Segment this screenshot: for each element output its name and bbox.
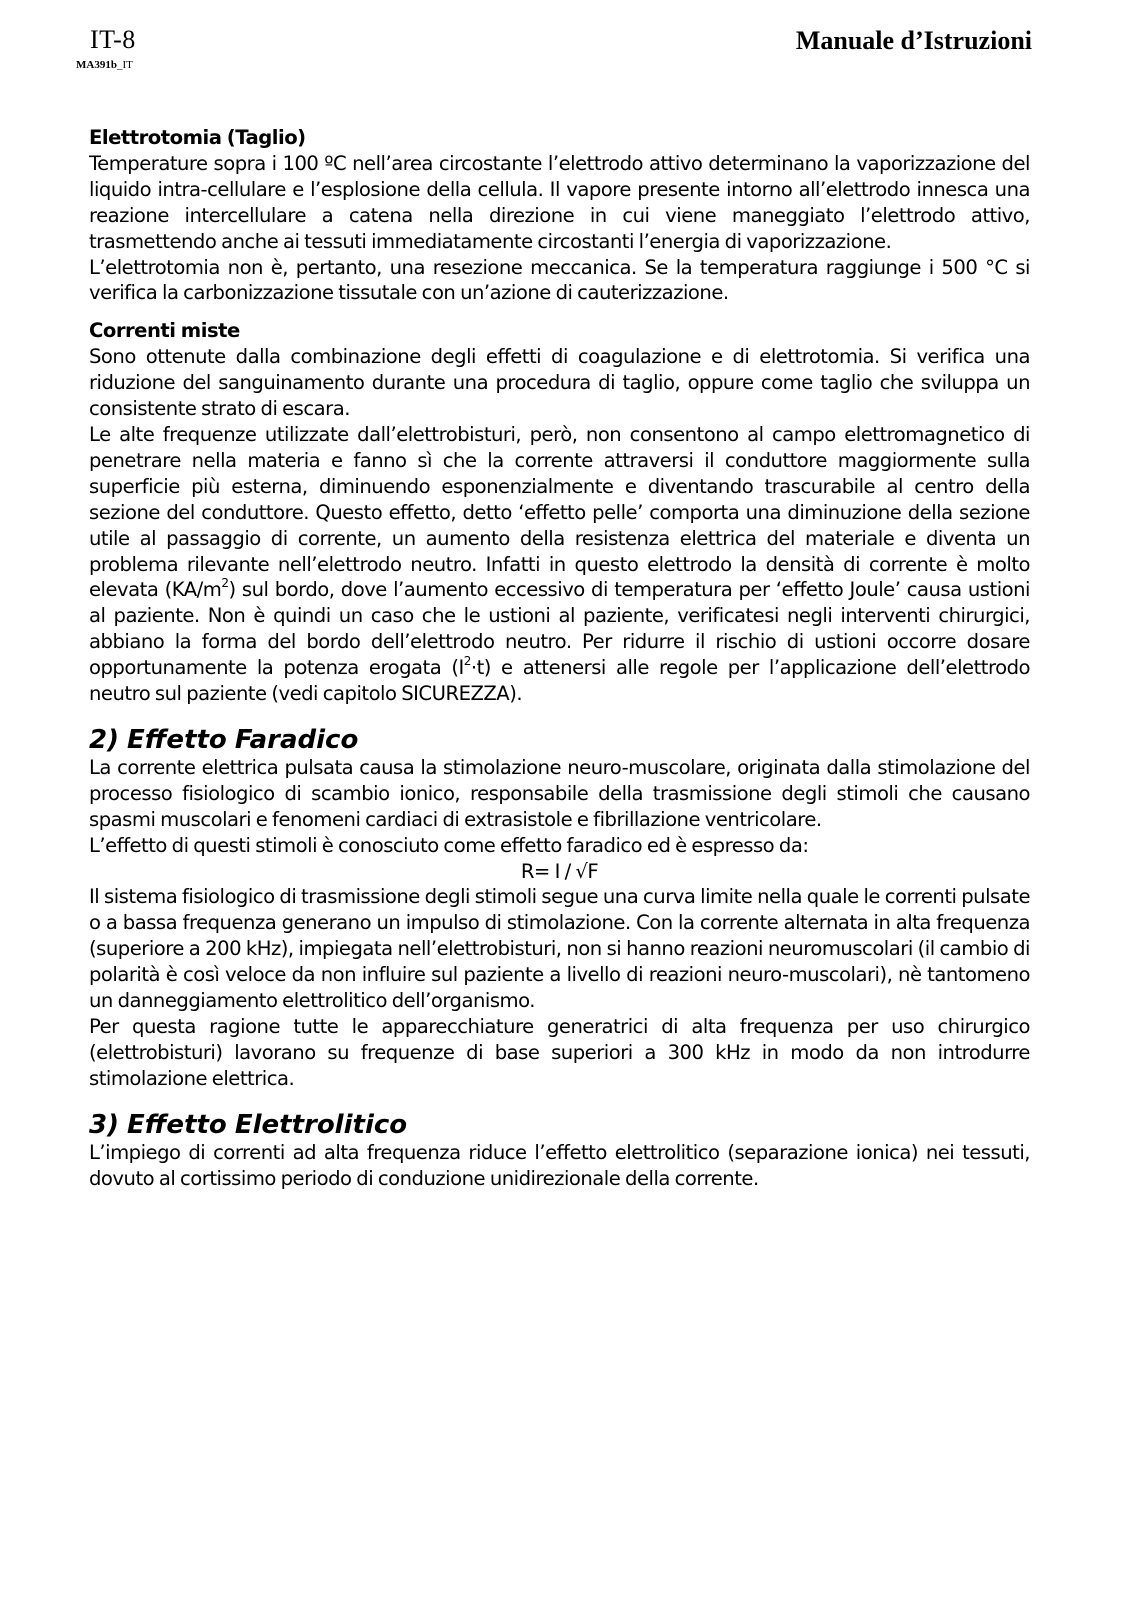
header-left [76, 26, 136, 72]
paragraph-text: ) sul bordo, dove l’aumento eccessivo di temperatura per ‘effetto Joule’ causa ustioni al paziente. Non è quindi un caso che le ustioni al paziente, verificatesi negli interventi chirurgici, abbiano la forma del bordo dell’elettrodo neutro. Per ridurre il rischio di ustioni occorre dosare opportunamente la potenza erogata (I [89, 578, 1030, 680]
page-code: IT-8 [90, 25, 136, 54]
paragraph-elettrolitico-1: L’impiego di correnti ad alta frequenza riduce l’effetto elettrolitico (separazione ionica) nei tessuti, dovuto al cortissimo periodo di conduzione unidirezionale della corrente. [89, 1140, 1030, 1190]
heading-elettrotomia: Elettrotomia (Taglio) [89, 126, 306, 149]
heading-effetto-faradico: 2) Effetto Faradico [89, 724, 359, 755]
heading-effetto-elettrolitico: 3) Effetto Elettrolitico [89, 1109, 408, 1140]
superscript: 2 [463, 654, 471, 669]
paragraph-elettrotomia-2: L’elettrotomia non è, pertanto, una resezione meccanica. Se la temperatura raggiunge i 500 °C si verifica la carbonizzazione tissutale con un’azione di cauterizzazione. [89, 255, 1030, 305]
page-content [89, 125, 1030, 1192]
document-code-main: MA391b [76, 59, 117, 71]
paragraph-faradico-4: Per questa ragione tutte le apparecchiature generatrici di alta frequenza per uso chirurgico (elettrobisturi) lavorano su frequenze di base superiori a 300 kHz in modo da non introdurre stimolazione elettrica. [89, 1015, 1030, 1090]
paragraph-text: ·t) e attenersi alle regole per l’applicazione dell’elettrodo neutro sul paziente (vedi capitolo SICUREZZA). [89, 656, 1030, 706]
paragraph-text: Le alte frequenze utilizzate dall’elettrobisturi, però, non consentono al campo elettromagnetico di penetrare nella materia e fanno sì che la corrente attraversi il conduttore maggiormente sulla superficie più esterna, diminuendo esponenzialmente e diventando trascurabile al centro della sezione del conduttore. Questo effetto, detto ‘effetto pelle’ comporta una diminuzione della sezione utile al passaggio di corrente, un aumento della resistenza elettrica del materiale e diventa un problema rilevante nell’elettrodo neutro. Infatti in questo elettrodo la densità di corrente è molto elevata (KA/m [89, 422, 1030, 602]
paragraph-faradico-2: L’effetto di questi stimoli è conosciuto come effetto faradico ed è espresso da: [89, 833, 809, 857]
paragraph-elettrotomia-1: Temperature sopra i 100 ºC nell’area circostante l’elettrodo attivo determinano la vaporizzazione del liquido intra-cellulare e l’esplosione della cellula. Il vapore presente intorno all’elettrodo innesca una reazione intercellulare a catena nella direzione in cui viene maneggiato l’elettrodo attivo, trasmettendo anche ai tessuti immediatamente circostanti l’energia di vaporizzazione. [89, 151, 1030, 253]
document-code-suffix: _IT [116, 59, 133, 71]
paragraph-faradico-1: La corrente elettrica pulsata causa la stimolazione neuro-muscolare, originata dalla stimolazione del processo fisiologico di scambio ionico, responsabile della trasmissione degli stimoli che causano spasmi muscolari e fenomeni cardiaci di extrasistole e fibrillazione ventricolare. [89, 755, 1030, 831]
paragraph-correnti-miste-2 [89, 422, 1030, 707]
document-code [76, 58, 136, 72]
manual-title: Manuale d’Istruzioni [795, 26, 1032, 55]
paragraph-faradico-3: Il sistema fisiologico di trasmissione degli stimoli segue una curva limite nella quale le correnti pulsate o a bassa frequenza generano un impulso di stimolazione. Con la corrente alternata in alta frequenza (superiore a 200 kHz), impiegata nell’elettrobisturi, non si hanno reazioni neuromuscolari (il cambio di polarità è così veloce da non influire sul paziente a livello di reazioni neuro-muscolari), nè tantomeno un danneggiamento elettrolitico dell’organismo. [89, 885, 1030, 1013]
heading-correnti-miste: Correnti miste [89, 319, 240, 343]
formula: R= I / √F [520, 859, 599, 883]
superscript: 2 [221, 576, 229, 591]
paragraph-correnti-miste-1: Sono ottenute dalla combinazione degli effetti di coagulazione e di elettrotomia. Si verifica una riduzione del sanguinamento durante una procedura di taglio, oppure come taglio che sviluppa un consistente strato di escara. [89, 345, 1030, 421]
